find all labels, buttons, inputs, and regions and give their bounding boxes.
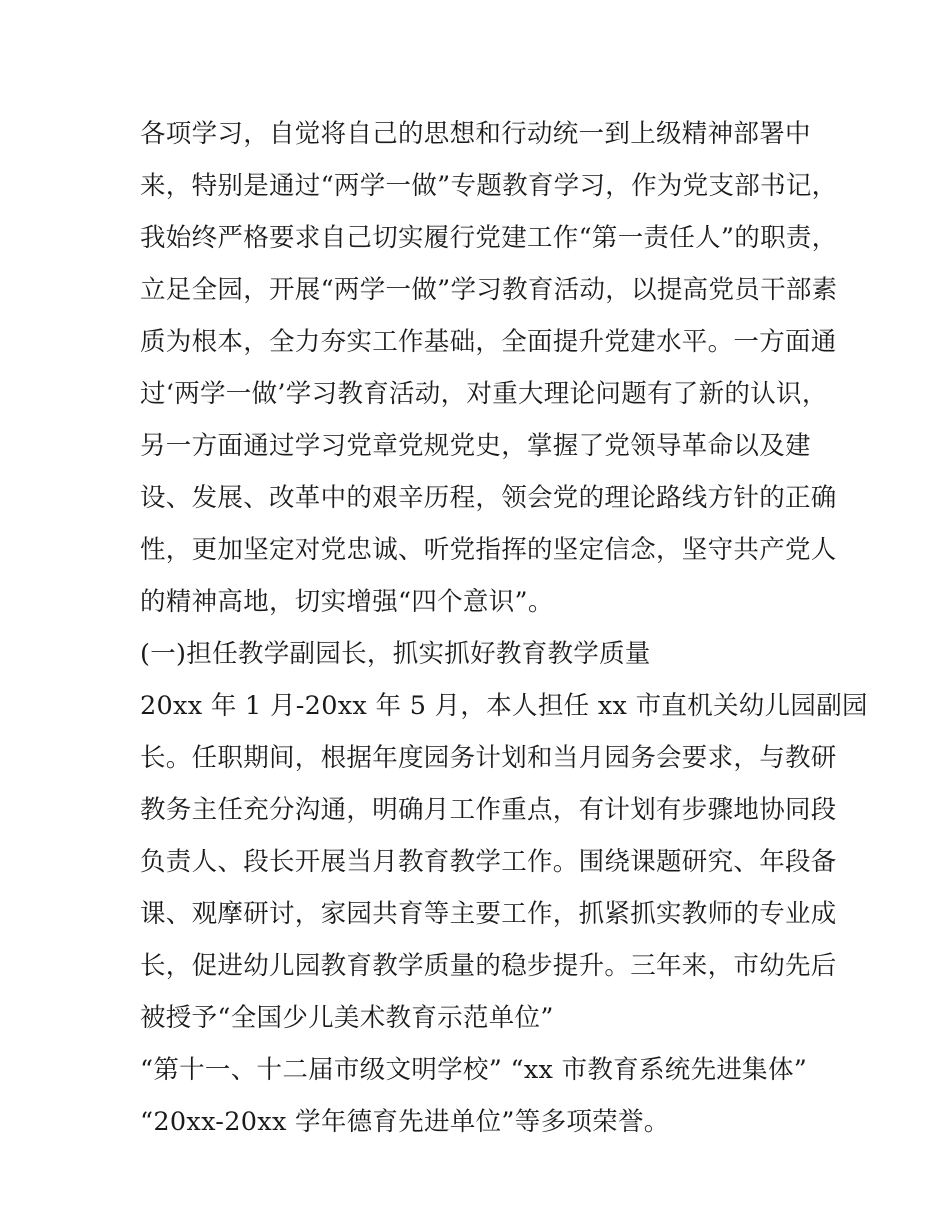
text-line-7: 另一方面通过学习党章党规党史，掌握了党领导革命以及建 xyxy=(140,431,811,461)
text-line-16: 课、观摩研讨，家园共育等主要工作，抓紧抓实教师的专业成 xyxy=(140,899,837,929)
text-line-3: 我始终严格要求自己切实履行党建工作“第一责任人”的职责， xyxy=(140,223,838,253)
text-line-6: 过‘两学一做’学习教育活动，对重大理论问题有了新的认识， xyxy=(140,379,828,409)
text-line-8: 设、发展、改革中的艰辛历程，领会党的理论路线方针的正确 xyxy=(140,483,837,513)
text-line-4: 立足全园，开展“两学一做”学习教育活动，以提高党员干部素 xyxy=(140,275,838,305)
text-line-14: 教务主任充分沟通，明确月工作重点，有计划有步骤地协同段 xyxy=(140,795,837,825)
text-line-5: 质为根本，全力夯实工作基础，全面提升党建水平。一方面通 xyxy=(140,327,837,357)
text-line-20: “20xx-20xx 学年德育先进单位”等多项荣誉。 xyxy=(140,1107,670,1137)
section-heading: (一)担任教学副园长，抓实抓好教育教学质量 xyxy=(140,639,651,669)
text-line-19: “第十一、十二届市级文明学校” “xx 市教育系统先进集体” xyxy=(140,1055,808,1085)
text-line-15: 负责人、段长开展当月教育教学工作。围绕课题研究、年段备 xyxy=(140,847,837,877)
text-line-1: 各项学习，自觉将自己的思想和行动统一到上级精神部署中 xyxy=(140,119,811,149)
text-line-17: 长，促进幼儿园教育教学质量的稳步提升。三年来，市幼先后 xyxy=(140,951,837,981)
text-line-9: 性，更加坚定对党忠诚、听党指挥的坚定信念，坚守共产党人 xyxy=(140,535,837,565)
body-text xyxy=(140,108,868,1148)
text-line-18: 被授予“全国少儿美术教育示范单位” xyxy=(140,1003,554,1033)
text-line-10: 的精神高地，切实增强“四个意识”。 xyxy=(140,587,554,617)
text-line-12: 20xx 年 1 月-20xx 年 5 月，本人担任 xx 市直机关幼儿园副园 xyxy=(140,691,868,721)
text-line-13: 长。任职期间，根据年度园务计划和当月园务会要求，与教研 xyxy=(140,743,837,773)
text-line-2: 来，特别是通过“两学一做”专题教育学习，作为党支部书记， xyxy=(140,171,838,201)
